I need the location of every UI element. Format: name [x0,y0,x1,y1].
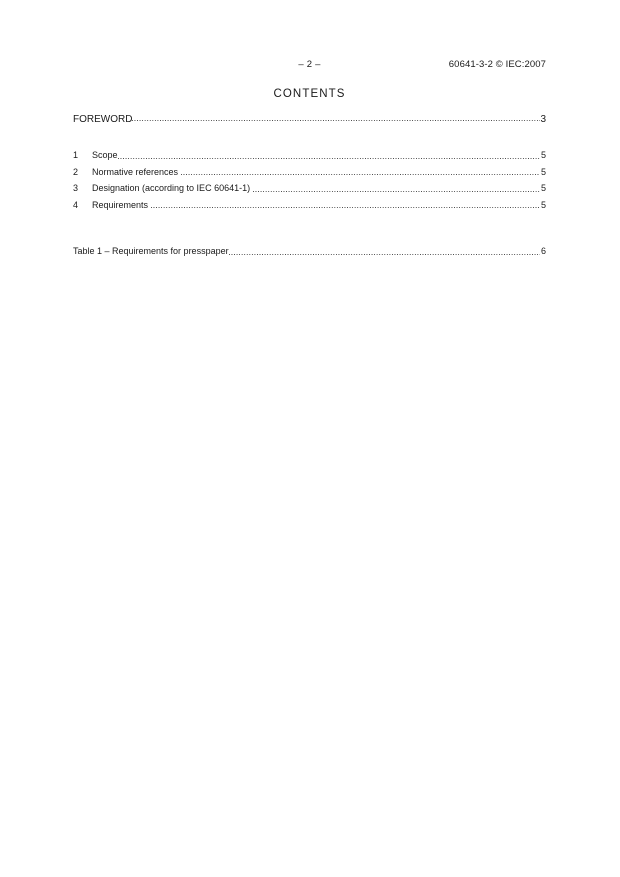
toc-entry-designation[interactable] [73,180,546,197]
toc-entry-page: 5 [540,183,546,194]
toc-entry-label: Normative references [92,166,179,177]
toc-entry-label: Scope [92,150,118,161]
toc-entry-label: Table 1 – Requirements for presspaper [73,246,229,256]
toc-entry-page: 5 [540,150,546,161]
toc-entry-foreword[interactable] [73,112,546,125]
page-title: CONTENTS [273,88,346,100]
toc-entry-page: 6 [540,246,546,256]
toc-entry-number: 3 [73,183,79,194]
dot-leader [253,184,540,193]
dot-leader [132,112,539,122]
toc-entry-scope[interactable] [73,147,546,164]
toc-entry-page: 5 [540,199,546,210]
toc-entry-requirements[interactable] [73,197,546,214]
toc-clause-list [73,147,546,213]
toc-entry-label: Designation (according to IEC 60641-1) [92,183,251,194]
toc-entry-label: Requirements [92,199,149,210]
toc-entry-number: 1 [73,150,79,161]
toc-entry-page: 5 [540,166,546,177]
page-folio: – 2 – [298,59,321,70]
toc-entry-number: 2 [73,166,79,177]
dot-leader [118,151,541,160]
dot-leader [151,200,540,209]
toc-entry-number: 4 [73,199,79,210]
toc-entry-normative-references[interactable] [73,164,546,181]
table-of-contents [73,112,546,259]
toc-entry-label: FOREWORD [73,114,133,125]
document-reference: 60641-3-2 © IEC:2007 [448,59,546,70]
toc-table-list [73,243,546,259]
dot-leader [181,167,540,176]
toc-entry-table-1[interactable] [73,243,546,259]
toc-entry-page: 3 [540,114,546,125]
dot-leader [229,247,541,256]
running-header [73,59,546,73]
